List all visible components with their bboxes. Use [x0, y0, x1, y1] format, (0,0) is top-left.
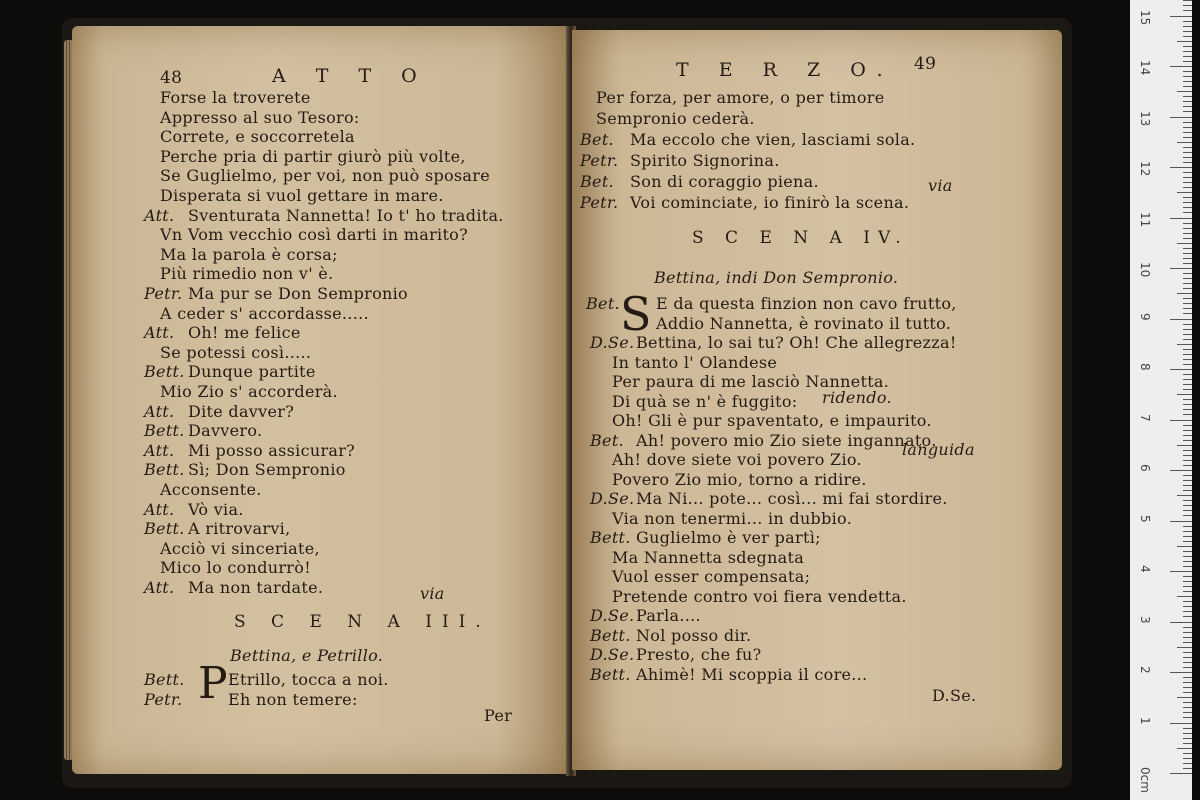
ruler-tick: [1183, 298, 1192, 299]
ruler-tick: [1170, 66, 1192, 67]
verse-line: Correte, e soccorretela: [160, 127, 355, 147]
ruler-tick: [1183, 480, 1192, 481]
speaker-label: D.Se.: [590, 489, 635, 508]
speaker-label: Bet.: [580, 172, 614, 191]
ruler-tick: [1183, 510, 1192, 511]
verse-line: E da questa finzion non cavo frutto,: [656, 294, 957, 313]
ruler-tick: [1183, 728, 1192, 729]
ruler-tick: [1170, 319, 1192, 320]
ruler-tick: [1183, 642, 1192, 643]
ruler-tick: [1183, 127, 1192, 128]
verse-line: Mi posso assicurar?: [188, 440, 356, 460]
speaker-label: Bett.: [144, 670, 185, 689]
ruler-tick: [1183, 637, 1192, 638]
catchword: Per: [484, 706, 513, 725]
verse-line: Forse la troverete: [160, 88, 311, 107]
ruler-tick: [1183, 238, 1192, 239]
verse-line: Vn Vom vecchio così darti in marito?: [160, 225, 468, 245]
ruler-label: 4: [1138, 565, 1152, 573]
speaker-label: Bett.: [144, 421, 185, 441]
ruler-label: 11: [1138, 211, 1152, 227]
speaker-label: Bett.: [590, 625, 631, 645]
ruler-tick: [1183, 475, 1192, 476]
ruler-tick: [1183, 228, 1192, 229]
verse-line: Mico lo condurrò!: [160, 558, 311, 578]
ruler-label: 2: [1138, 666, 1152, 674]
ruler-tick: [1183, 96, 1192, 97]
stage-direction-via: via: [928, 176, 953, 195]
ruler-tick: [1183, 71, 1192, 72]
verse-line: Oh! Gli è pur spaventato, e impaurito.: [612, 411, 932, 430]
ruler-tick: [1183, 5, 1192, 6]
ruler-tick: [1177, 243, 1192, 244]
speaker-label: Bett.: [590, 664, 631, 684]
ruler-tick: [1170, 167, 1192, 168]
ruler-tick: [1183, 738, 1192, 739]
ruler-tick: [1170, 672, 1192, 673]
verse-line: Dunque partite: [188, 362, 316, 382]
ruler-tick: [1183, 758, 1192, 759]
scene-title: S C E N A IV.: [692, 228, 909, 248]
measurement-ruler: [1130, 0, 1192, 800]
ruler-label: 5: [1138, 514, 1152, 523]
ruler-tick: [1183, 551, 1192, 552]
verse-line: Davvero.: [188, 421, 263, 441]
ruler-tick: [1183, 632, 1192, 633]
ruler-tick: [1170, 470, 1192, 471]
verse-line: Ma pur se Don Sempronio: [188, 284, 408, 303]
ruler-label: 12: [1138, 161, 1152, 177]
ruler-tick: [1183, 182, 1192, 183]
ruler-tick: [1183, 763, 1192, 764]
ruler-tick: [1183, 611, 1192, 612]
ruler-label: 8: [1138, 363, 1152, 371]
verse-line: In tanto l' Olandese: [612, 352, 778, 372]
ruler-tick: [1170, 622, 1192, 623]
ruler-tick: [1183, 556, 1192, 557]
ruler-tick: [1177, 596, 1192, 597]
verse-line: A ritrovarvi,: [188, 519, 291, 539]
ruler-tick: [1183, 505, 1192, 506]
speaker-label: Bet.: [590, 430, 624, 450]
ruler-tick: [1183, 81, 1192, 82]
scene-characters: Bettina, indi Don Sempronio.: [654, 268, 899, 287]
verse-line: Via non tenermi... in dubbio.: [612, 508, 853, 528]
ruler-tick: [1183, 86, 1192, 87]
ruler-tick: [1183, 561, 1192, 562]
verse-line: Di quà se n' è fuggito:: [612, 391, 798, 411]
ruler-tick: [1183, 223, 1192, 224]
speaker-label: Att.: [144, 323, 175, 343]
ruler-tick: [1183, 733, 1192, 734]
ruler-tick: [1183, 601, 1192, 602]
ruler-tick: [1177, 546, 1192, 547]
ruler-tick: [1183, 399, 1192, 400]
ruler-tick: [1183, 147, 1192, 148]
ruler-tick: [1183, 339, 1192, 340]
ruler-tick: [1183, 36, 1192, 37]
ruler-tick: [1183, 364, 1192, 365]
ruler-tick: [1183, 233, 1192, 234]
ruler-tick: [1183, 450, 1192, 451]
ruler-tick: [1183, 440, 1192, 441]
verse-line: Eh non temere:: [228, 690, 358, 709]
ruler-tick: [1183, 409, 1192, 410]
ruler-tick: [1177, 41, 1192, 42]
scene-characters: Bettina, e Petrillo.: [230, 646, 384, 665]
verse-line: Presto, che fu?: [636, 645, 762, 664]
ruler-tick: [1183, 404, 1192, 405]
ruler-tick: [1183, 627, 1192, 628]
ruler-tick: [1183, 334, 1192, 335]
ruler-tick: [1183, 253, 1192, 254]
page-number: 48: [160, 68, 183, 88]
ruler-tick: [1170, 571, 1192, 572]
verse-line: Ahimè! Mi scoppia il core...: [636, 664, 868, 684]
ruler-tick: [1183, 283, 1192, 284]
ruler-tick: [1183, 389, 1192, 390]
verse-line: Disperata si vuol gettare in mare.: [160, 186, 444, 205]
ruler-tick: [1170, 117, 1192, 118]
page-number: 49: [914, 54, 937, 74]
verse-line: Sventurata Nannetta! Io t' ho tradita.: [188, 205, 504, 225]
ruler-tick: [1183, 652, 1192, 653]
verse-line: Ma Ni... pote... così... mi fai stordire.: [636, 489, 948, 508]
ruler-tick: [1183, 576, 1192, 577]
ruler-tick: [1183, 662, 1192, 663]
ruler-tick: [1177, 192, 1192, 193]
ruler-tick: [1170, 369, 1192, 370]
verse-line: Sempronio cederà.: [596, 109, 755, 128]
speaker-label: Bet.: [580, 130, 614, 149]
ruler-tick: [1170, 268, 1192, 269]
verse-line: Etrillo, tocca a noi.: [228, 670, 389, 689]
verse-line: Voi cominciate, io finirò la scena.: [630, 193, 910, 212]
speaker-label: Petr.: [144, 690, 183, 709]
verse-line: Oh! me felice: [188, 323, 301, 343]
ruler-tick: [1183, 687, 1192, 688]
ruler-tick: [1183, 667, 1192, 668]
ruler-label: 14: [1138, 60, 1152, 76]
verse-line: Sì; Don Sempronio: [188, 460, 346, 480]
ruler-tick: [1183, 349, 1192, 350]
ruler-tick: [1183, 177, 1192, 178]
speaker-label: Att.: [144, 578, 175, 597]
ruler-tick: [1183, 106, 1192, 107]
drop-capital: P: [198, 658, 228, 709]
speaker-label: Petr.: [580, 151, 619, 170]
ruler-tick: [1183, 56, 1192, 57]
ruler-tick: [1170, 218, 1192, 219]
left-page: [72, 26, 570, 774]
ruler-label: 7: [1138, 413, 1152, 422]
ruler-tick: [1177, 394, 1192, 395]
ruler-tick: [1183, 430, 1192, 431]
verse-line: Ah! dove siete voi povero Zio.: [612, 450, 862, 469]
ruler-tick: [1183, 329, 1192, 330]
verse-line: Ma Nannetta sdegnata: [612, 547, 805, 567]
ruler-tick: [1183, 46, 1192, 47]
ruler-tick: [1183, 359, 1192, 360]
ruler-tick: [1177, 344, 1192, 345]
ruler-tick: [1183, 76, 1192, 77]
verse-line: Bettina, lo sai tu? Oh! Che allegrezza!: [636, 333, 957, 352]
verse-line: Nol posso dir.: [636, 625, 752, 645]
ruler-label: 0cm: [1138, 767, 1152, 793]
ruler-tick: [1183, 212, 1192, 213]
ruler-tick: [1183, 702, 1192, 703]
ruler-tick: [1183, 0, 1192, 1]
verse-line: A ceder s' accordasse.....: [160, 303, 369, 323]
ruler-tick: [1183, 465, 1192, 466]
ruler-tick: [1177, 445, 1192, 446]
ruler-tick: [1183, 586, 1192, 587]
ruler-label: 10: [1138, 262, 1152, 278]
ruler-tick: [1183, 707, 1192, 708]
catchword: D.Se.: [932, 686, 977, 705]
verse-line: Dite davver?: [188, 401, 295, 421]
ruler-tick: [1177, 647, 1192, 648]
speaker-label: D.Se.: [590, 333, 635, 352]
verse-line: Vò via.: [188, 499, 244, 519]
verse-line: Pretende contro voi fiera vendetta.: [612, 586, 907, 606]
ruler-tick: [1183, 152, 1192, 153]
ruler-tick: [1183, 379, 1192, 380]
ruler-label: 15: [1138, 9, 1152, 25]
ruler-tick: [1183, 172, 1192, 173]
ruler-tick: [1177, 495, 1192, 496]
ruler-tick: [1183, 717, 1192, 718]
ruler-tick: [1183, 202, 1192, 203]
speaker-label: D.Se.: [590, 645, 635, 664]
ruler-tick: [1183, 258, 1192, 259]
ruler-tick: [1170, 420, 1192, 421]
ruler-tick: [1183, 122, 1192, 123]
ruler-tick: [1177, 142, 1192, 143]
ruler-tick: [1183, 753, 1192, 754]
speaker-label: Att.: [144, 401, 175, 421]
verse-line: Ma la parola è corsa;: [160, 244, 338, 264]
ruler-tick: [1170, 773, 1192, 774]
ruler-tick: [1183, 425, 1192, 426]
ruler-tick: [1183, 187, 1192, 188]
speaker-label: Bett.: [144, 362, 185, 382]
ruler-tick: [1183, 263, 1192, 264]
ruler-tick: [1183, 591, 1192, 592]
verse-line: Guglielmo è ver partì;: [636, 528, 821, 547]
verse-line: Ma eccolo che vien, lasciami sola.: [630, 130, 916, 149]
ruler-tick: [1183, 536, 1192, 537]
stage-direction-languida: languida: [902, 440, 975, 459]
running-header: A T T O: [272, 65, 429, 87]
ruler-tick: [1183, 51, 1192, 52]
drop-capital: S: [620, 287, 652, 341]
ruler-tick: [1183, 566, 1192, 567]
ruler-tick: [1183, 692, 1192, 693]
ruler-tick: [1183, 500, 1192, 501]
ruler-label: 3: [1138, 615, 1152, 624]
ruler-tick: [1183, 682, 1192, 683]
verse-line: Spirito Signorina.: [630, 151, 780, 170]
ruler-tick: [1183, 743, 1192, 744]
ruler-tick: [1183, 414, 1192, 415]
ruler-tick: [1183, 384, 1192, 385]
verse-line: Parla....: [636, 606, 701, 625]
verse-line: Ma non tardate.: [188, 578, 324, 597]
speaker-label: Att.: [144, 205, 175, 225]
speaker-label: Att.: [144, 440, 175, 460]
ruler-tick: [1183, 526, 1192, 527]
verse-line: Per forza, per amore, o per timore: [596, 88, 885, 107]
ruler-tick: [1183, 581, 1192, 582]
verse-line: Appresso al suo Tesoro:: [160, 107, 360, 127]
ruler-label: 9: [1138, 312, 1152, 321]
ruler-tick: [1183, 303, 1192, 304]
speaker-label: Petr.: [580, 193, 619, 212]
speaker-label: Bett.: [144, 460, 185, 480]
ruler-tick: [1183, 515, 1192, 516]
ruler-tick: [1183, 308, 1192, 309]
ruler-tick: [1183, 101, 1192, 102]
ruler-tick: [1183, 248, 1192, 249]
verse-line: Mio Zio s' accorderà.: [160, 382, 338, 401]
ruler-tick: [1183, 207, 1192, 208]
ruler-tick: [1183, 541, 1192, 542]
verse-line: Ah! povero mio Zio siete ingannato.: [636, 430, 937, 450]
ruler-tick: [1183, 313, 1192, 314]
running-header: T E R Z O.: [676, 59, 895, 81]
ruler-tick: [1183, 768, 1192, 769]
verse-line: Acconsente.: [160, 480, 262, 499]
ruler-tick: [1170, 521, 1192, 522]
ruler-tick: [1183, 485, 1192, 486]
speaker-label: Bett.: [590, 528, 631, 547]
scene-title: S C E N A III.: [234, 612, 491, 632]
ruler-label: 1: [1138, 716, 1152, 725]
verse-line: Se potessi così.....: [160, 342, 312, 362]
ruler-tick: [1183, 531, 1192, 532]
stage-direction-via: via: [420, 584, 445, 603]
ruler-tick: [1183, 197, 1192, 198]
speaker-label: Bet.: [586, 294, 620, 313]
ruler-tick: [1183, 677, 1192, 678]
verse-line: Vuol esser compensata;: [612, 567, 811, 586]
ruler-tick: [1177, 748, 1192, 749]
ruler-tick: [1183, 616, 1192, 617]
ruler-tick: [1177, 697, 1192, 698]
ruler-tick: [1183, 278, 1192, 279]
ruler-tick: [1183, 157, 1192, 158]
ruler-tick: [1183, 374, 1192, 375]
ruler-tick: [1183, 288, 1192, 289]
ruler-tick: [1183, 10, 1192, 11]
verse-line: Acciò vi sinceriate,: [160, 538, 320, 558]
ruler-tick: [1183, 26, 1192, 27]
ruler-tick: [1183, 162, 1192, 163]
ruler-tick: [1183, 435, 1192, 436]
verse-line: Povero Zio mio, torno a ridire.: [612, 469, 867, 489]
ruler-tick: [1183, 21, 1192, 22]
verse-line: Perche pria di partir giurò più volte,: [160, 146, 466, 166]
ruler-tick: [1183, 137, 1192, 138]
ruler-label: 13: [1138, 110, 1152, 126]
verse-line: Se Guglielmo, per voi, non può sposare: [160, 166, 490, 186]
ruler-tick: [1170, 16, 1192, 17]
ruler-tick: [1177, 293, 1192, 294]
ruler-tick: [1183, 273, 1192, 274]
ruler-tick: [1183, 490, 1192, 491]
ruler-tick: [1183, 460, 1192, 461]
verse-line: Addio Nannetta, è rovinato il tutto.: [656, 313, 952, 333]
ruler-tick: [1177, 91, 1192, 92]
ruler-tick: [1183, 712, 1192, 713]
speaker-label: D.Se.: [590, 606, 635, 625]
ruler-tick: [1183, 111, 1192, 112]
ruler-tick: [1183, 606, 1192, 607]
right-page: [572, 30, 1062, 770]
verse-line: Son di coraggio piena.: [630, 172, 819, 191]
verse-line: Più rimedio non v' è.: [160, 264, 334, 284]
ruler-tick: [1183, 132, 1192, 133]
ruler-tick: [1183, 455, 1192, 456]
ruler-tick: [1183, 354, 1192, 355]
ruler-label: 6: [1138, 464, 1152, 472]
verse-line: Per paura di me lasciò Nannetta.: [612, 372, 890, 391]
ruler-tick: [1170, 723, 1192, 724]
speaker-label: Petr.: [144, 284, 183, 303]
ruler-tick: [1183, 324, 1192, 325]
stage-direction-ridendo: ridendo.: [822, 388, 892, 407]
ruler-tick: [1183, 31, 1192, 32]
ruler-tick: [1183, 657, 1192, 658]
ruler-tick: [1183, 61, 1192, 62]
speaker-label: Att.: [144, 499, 175, 519]
speaker-label: Bett.: [144, 519, 185, 539]
